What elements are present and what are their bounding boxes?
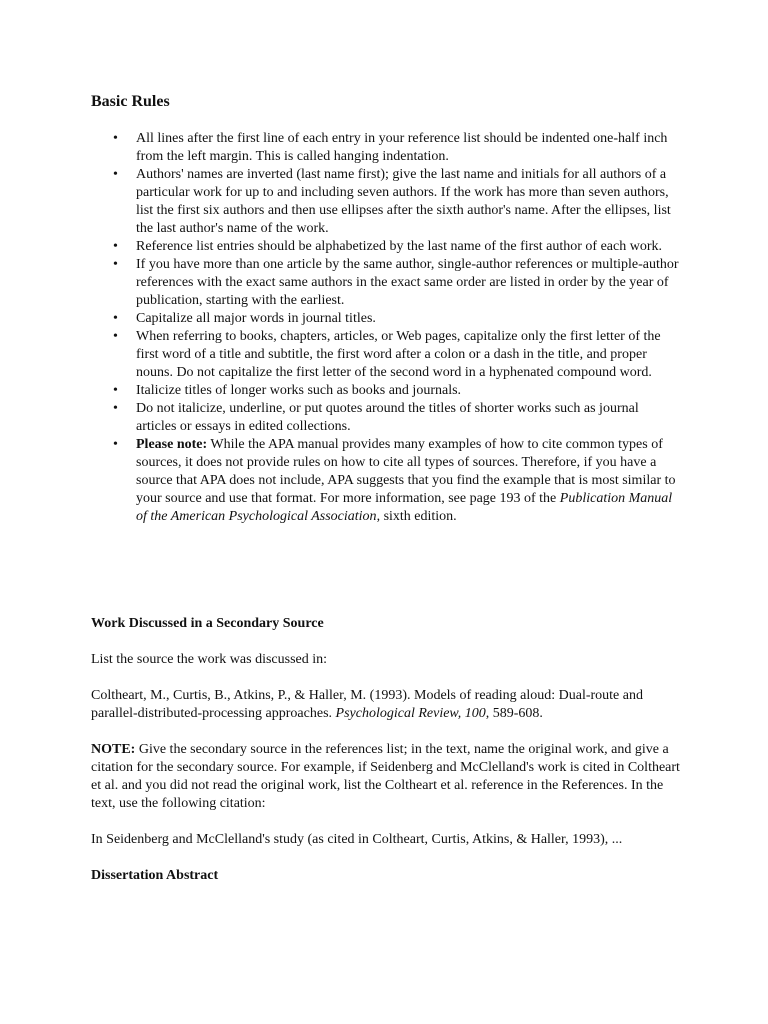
- bullet-icon: •: [113, 167, 118, 182]
- publication-manual-title: Publication Manual of the American Psychological Association: [136, 491, 673, 524]
- rule-item: [0, 130, 680, 166]
- basic-rules-list: [0, 130, 768, 526]
- secondary-source-note: [91, 741, 681, 813]
- reference-text: Coltheart, M., Curtis, B., Atkins, P., & Haller, M. (1993). Models of reading aloud: Dual-route and parallel-distributed-processing approaches.: [91, 688, 643, 721]
- rule-item: [0, 238, 680, 256]
- secondary-source-heading: Work Discussed in a Secondary Source: [91, 616, 324, 631]
- bullet-icon: •: [113, 401, 118, 416]
- rule-item: [0, 166, 680, 238]
- bullet-icon: •: [113, 437, 118, 452]
- bullet-icon: •: [113, 131, 118, 146]
- please-note-label: Please note:: [136, 437, 208, 452]
- note-label: NOTE:: [91, 742, 136, 757]
- reference-pages: , 589-608.: [485, 706, 543, 721]
- secondary-source-intro: List the source the work was discussed in:: [91, 652, 328, 667]
- journal-title: Psychological Review, 100: [335, 706, 486, 721]
- please-note-text: While the APA manual provides many examples of how to cite common types of sources, it does not provide rules on how to cite all types of sources. Therefore, if you have a source that APA does not include, APA suggests that you find the example that is most similar to your source and use that format. For more information, see page 193 of the: [136, 437, 676, 506]
- rule-item: [0, 256, 680, 310]
- note-text: Give the secondary source in the references list; in the text, name the original work, and give a citation for the secondary source. For example, if Seidenberg and McClelland's work is cited in Coltheart et al. and you did not read the original work, list the Coltheart et al. reference in the References. In the text, use the following citation:: [91, 742, 680, 811]
- rule-item: [0, 382, 680, 400]
- rule-item: [0, 328, 680, 382]
- rule-text: Authors' names are inverted (last name first); give the last name and initials for all authors of a particular work for up to and including seven authors. If the work has more than seven authors, list the first six authors and then use ellipses after the sixth author's name. After the ellipses, list the last author's name of the work.: [136, 167, 671, 236]
- bullet-icon: •: [113, 257, 118, 272]
- rule-text: When referring to books, chapters, articles, or Web pages, capitalize only the first letter of the first word of a title and subtitle, the first word after a colon or a dash in the title, and proper nouns. Do not capitalize the first letter of the second word in a hyphenated compound word.: [136, 329, 661, 380]
- bullet-icon: •: [113, 329, 118, 344]
- rule-item: [0, 400, 680, 436]
- rule-text: Do not italicize, underline, or put quotes around the titles of shorter works such as journal articles or essays in edited collections.: [136, 401, 639, 434]
- rule-text: Italicize titles of longer works such as books and journals.: [136, 383, 462, 398]
- bullet-icon: •: [113, 383, 118, 398]
- dissertation-abstract-heading: Dissertation Abstract: [91, 868, 219, 883]
- citation-example: In Seidenberg and McClelland's study (as cited in Coltheart, Curtis, Atkins, & Haller, 1993), ...: [91, 832, 623, 847]
- rule-text: If you have more than one article by the same author, single-author references or multiple-author references with the exact same authors in the exact same order are listed in order by the year of publication, starting with the earliest.: [136, 257, 679, 308]
- please-note-tail: , sixth edition.: [376, 509, 457, 524]
- rule-text: All lines after the first line of each entry in your reference list should be indented one-half inch from the left margin. This is called hanging indentation.: [136, 131, 668, 164]
- bullet-icon: •: [113, 239, 118, 254]
- bullet-icon: •: [113, 311, 118, 326]
- rule-item-note: [0, 436, 680, 526]
- coltheart-reference: [91, 687, 681, 723]
- rule-text: Reference list entries should be alphabetized by the last name of the first author of each work.: [136, 239, 662, 254]
- rule-item: [0, 310, 680, 328]
- rule-text: Capitalize all major words in journal titles.: [136, 311, 376, 326]
- basic-rules-heading: Basic Rules: [91, 93, 170, 110]
